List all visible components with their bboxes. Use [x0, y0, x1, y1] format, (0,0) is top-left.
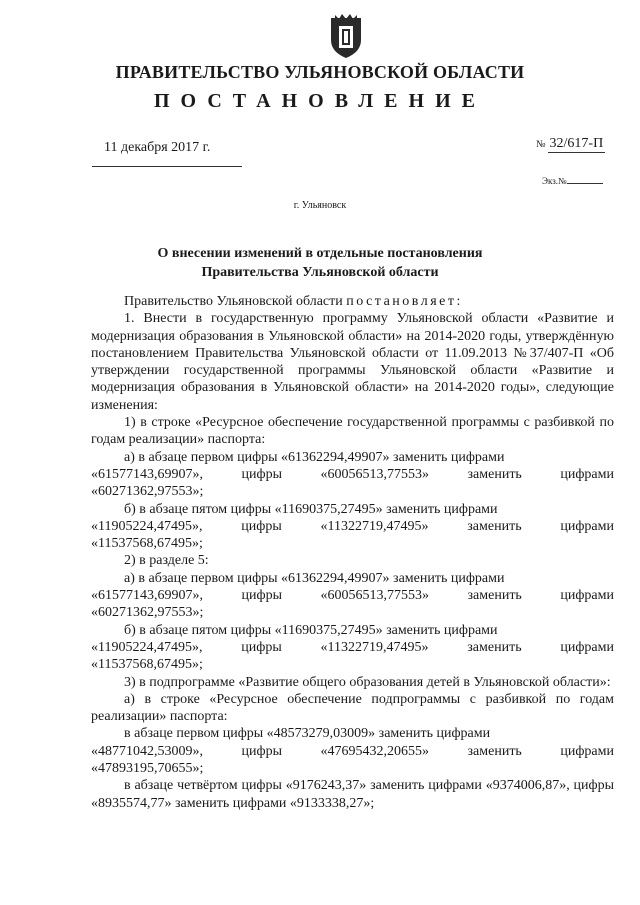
organization-name: ПРАВИТЕЛЬСТВО УЛЬЯНОВСКОЙ ОБЛАСТИ	[115, 62, 525, 82]
row-cell: цифрами	[560, 743, 614, 759]
document-number: 32/617-П	[549, 136, 604, 151]
row-cell: цифры	[241, 743, 282, 759]
row-cell: цифрами	[560, 588, 614, 604]
paragraph-1-2-a-end: «60271362,97553»;	[91, 605, 204, 621]
row-cell: цифры	[241, 518, 282, 534]
row-cell: «11322719,47495»	[320, 639, 429, 655]
intro-paragraph	[91, 293, 614, 310]
document-number-block	[536, 136, 605, 153]
paragraph-1-2-b: б) в абзаце пятом цифры «11690375,27495» заменить цифрами	[124, 622, 498, 638]
row-cell: цифры	[241, 639, 282, 655]
intro-lead: Правительство Ульяновской области	[124, 294, 343, 309]
paragraph-1-1: 1) в строке «Ресурсное обеспечение государственной программы с разбивкой по годам реализации» паспорта:	[91, 415, 614, 448]
paragraph-1-2: 2) в разделе 5:	[124, 553, 209, 569]
paragraph-1-3-a-2: в абзаце четвёртом цифры «9176243,37» заменить цифрами «9374006,87», цифры «8935574,77» заменить цифрами «9133338,27»;	[91, 778, 614, 811]
row-cell: «60056513,77553»	[320, 466, 429, 482]
paragraph-1-1-b: б) в абзаце пятом цифры «11690375,27495» заменить цифрами	[124, 501, 498, 517]
document-type: ПОСТАНОВЛЕНИЕ	[154, 90, 486, 112]
copy-label: Экз.№	[542, 176, 567, 186]
row-cell: «47695432,20655»	[320, 743, 429, 759]
coat-of-arms-emblem-icon	[326, 12, 366, 60]
row-cell: заменить	[467, 743, 522, 759]
row-cell: цифрами	[560, 518, 614, 534]
title-line-1: О внесении изменений в отдельные постановления	[157, 246, 483, 261]
copy-number-block	[542, 176, 603, 186]
paragraph-1-3-a-1: в абзаце первом цифры «48573279,03009» заменить цифрами	[124, 726, 491, 742]
paragraph-1-2-a-row	[91, 587, 614, 604]
row-cell: заменить	[467, 588, 522, 604]
row-cell: «11322719,47495»	[320, 518, 429, 534]
paragraph-1-3-a-1-row	[91, 743, 614, 760]
row-cell: «61577143,69907»,	[91, 588, 203, 604]
paragraph-1-3-a: а) в строке «Ресурсное обеспечение подпрограммы с разбивкой по годам реализации» паспорта:	[91, 691, 614, 725]
row-cell: цифры	[241, 588, 282, 604]
paragraph-1-1-a-row	[91, 466, 614, 483]
title-line-2: Правительства Ульяновской области	[201, 265, 439, 280]
row-cell: заменить	[467, 518, 522, 534]
intro-verb: постановляет:	[346, 294, 463, 309]
paragraph-1-1-a: а) в абзаце первом цифры «61362294,49907» заменить цифрами	[124, 449, 505, 465]
row-cell: цифры	[241, 466, 282, 482]
copy-number-line	[567, 183, 603, 184]
row-cell: цифрами	[560, 466, 614, 482]
row-cell: цифрами	[560, 639, 614, 655]
paragraph-1-2-b-end: «11537568,67495»;	[91, 657, 203, 673]
paragraph-1-3-a-1-end: «47893195,70655»;	[91, 761, 204, 777]
row-cell: «11905224,47495»,	[91, 518, 203, 534]
city-name: г. Ульяновск	[293, 200, 347, 211]
document-body	[91, 293, 614, 812]
row-cell: заменить	[467, 639, 522, 655]
paragraph-1-1-a-end: «60271362,97553»;	[91, 484, 204, 500]
row-cell: «48771042,53009»,	[91, 743, 203, 759]
row-cell: «61577143,69907»,	[91, 466, 203, 482]
paragraph-1-3: 3) в подпрограмме «Развитие общего образования детей в Ульяновской области»:	[124, 674, 611, 690]
number-sign: №	[536, 139, 546, 150]
paragraph-1-1-b-row	[91, 518, 614, 535]
paragraph-1: 1. Внести в государственную программу Ульяновской области «Развитие и модернизация образования в Ульяновской области» на 2014-2020 годы, утверждённую постановлением Правительства Ульяновской области от 11.09.2013 №37/407-П «Об утверждении государственной программы Ульяновской области «Развитие и модернизация образования в Ульяновской области» на 2014-2020 годы», следующие изменения:	[91, 311, 614, 413]
paragraph-1-2-a: а) в абзаце первом цифры «61362294,49907» заменить цифрами	[124, 570, 505, 586]
date-underline	[92, 166, 242, 167]
row-cell: «11905224,47495»,	[91, 639, 203, 655]
document-title	[0, 244, 640, 282]
paragraph-1-1-b-end: «11537568,67495»;	[91, 536, 203, 552]
document-date: 11 декабря 2017 г.	[104, 140, 211, 155]
paragraph-1-2-b-row	[91, 639, 614, 656]
row-cell: «60056513,77553»	[320, 588, 429, 604]
row-cell: заменить	[467, 466, 522, 482]
